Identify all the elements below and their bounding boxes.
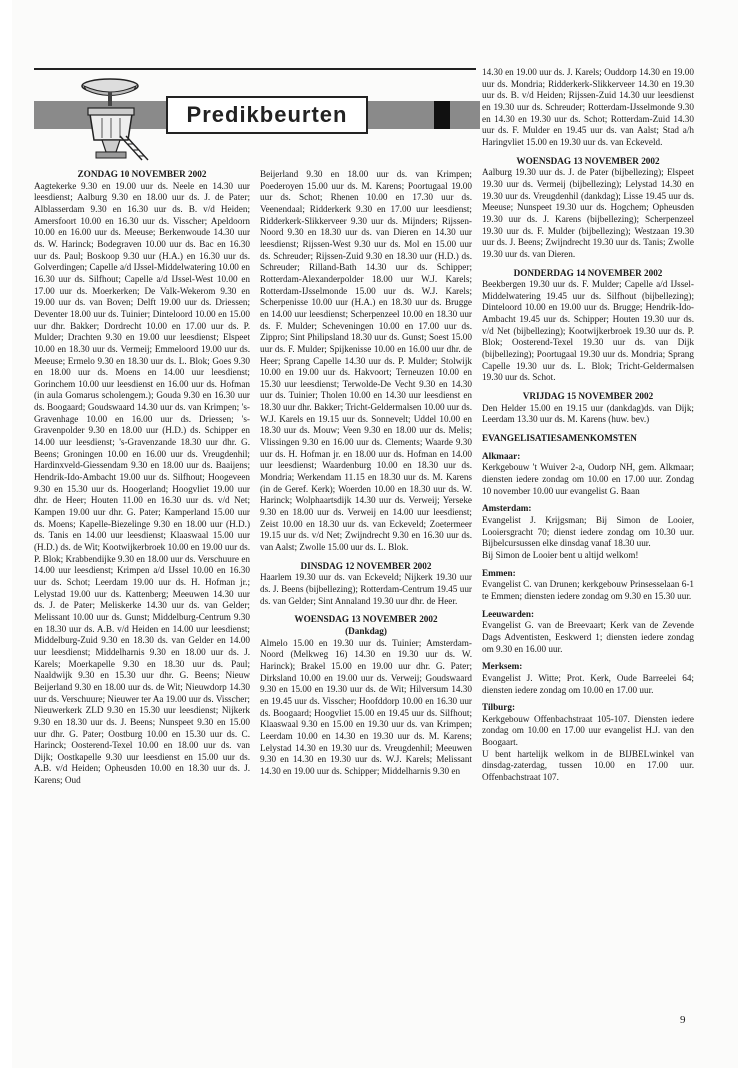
evangelisation-text: Evangelist C. van Drunen; kerkgebouw Prinsesselaan 6-1 te Emmen; diensten iedere zondag om 9.30 en 15.30 uur. <box>482 579 694 601</box>
day-heading: DINSDAG 12 NOVEMBER 2002 <box>300 560 432 571</box>
pulpit-icon <box>76 74 158 164</box>
evangelisation-text: Evangelist J. Krijgsman; Bij Simon de Looier, Looiersgracht 70; dienst iedere zondag om 10.30 uur. Bijbelcursussen elke dinsdag vanaf 18.30 uur. <box>482 514 694 549</box>
evangelisation-text: U bent hartelijk welkom in de BIJBELwinkel van dinsdag-zaterdag, tussen 10.00 en 17.00 uur. Offenbachstraat 107. <box>482 748 694 783</box>
schedule-text: Haarlem 19.30 uur ds. van Eckeveld; Nijkerk 19.30 uur ds. J. Beens (bijbellezing); Rotterdam-Centrum 19.45 uur ds. van Gelder; Sint Annaland 19.30 uur dhr. de Heer. <box>260 572 472 606</box>
evangelisation-text: Bij Simon de Looier bent u altijd welkom! <box>482 549 639 560</box>
day-heading: DONDERDAG 14 NOVEMBER 2002 <box>513 267 663 278</box>
page-edge <box>0 0 12 1068</box>
day-heading: WOENSDAG 13 NOVEMBER 2002 <box>516 155 660 166</box>
city-heading: Leeuwarden: <box>482 608 535 619</box>
schedule-text: Beekbergen 19.30 uur ds. F. Mulder; Capelle a/d IJssel-Middelwatering 19.45 uur ds. Silfhout (bijbellezing); Dinteloord 10.00 en 19.00 uur ds. Brugge; Hendrik-Ido-Ambacht 19.45 uur ds. Schipper; Houten 19.30 uur ds. v/d Net (bijbellezing); Kootwijkerbroek 19.30 uur ds. P. Blok; Oosterend-Texel 19.30 uur ds. van Dijk (bijbellezing); Poortugaal 19.30 uur ds. Mondria; Sprang Capelle 19.30 uur ds. L. Blok; Tricht-Geldermalsen 19.30 uur ds. Schot. <box>482 279 694 383</box>
city-heading: Tilburg: <box>482 702 516 713</box>
day-heading: VRIJDAG 15 NOVEMBER 2002 <box>522 391 654 402</box>
day-subheading: (Dankdag) <box>345 625 387 636</box>
day-heading: ZONDAG 10 NOVEMBER 2002 <box>77 169 207 179</box>
schedule-text: Den Helder 15.00 en 19.15 uur (dankdag)ds. van Dijk; Leerdam 13.30 uur ds. M. Karens (huw. bev.) <box>482 402 694 425</box>
day-heading: WOENSDAG 13 NOVEMBER 2002 <box>294 614 438 625</box>
evangelisation-text: Kerkgebouw 't Wuiver 2-a, Oudorp NH, gem. Alkmaar; diensten iedere zondag om 10.00 en 17.00 uur. Zondag 10 november 10.00 uur evangelist G. Baan <box>482 462 694 496</box>
page-number: 9 <box>680 1014 686 1026</box>
schedule-text: Beijerland 9.30 en 18.00 uur ds. van Krimpen; Poederoyen 15.00 uur ds. M. Karens; Poortugaal 19.00 uur ds. Schot; Rhenen 10.00 en 17.30 uur ds. Veenendaal; Ridderkerk 9.30 en 17.00 uur leesdienst; Ridderkerk-Slikkerveer 9.30 uur ds. Mijnders; Rijssen-Noord 9.30 en 18.30 uur ds. van Dieren en 14.30 uur leesdienst; Rijssen-West 9.30 uur ds. Mol en 15.00 uur ds. Schreuder; Rijssen-Zuid 9.30 en 18.30 uur (H.D.) ds. Schreuder; Rilland-Bath 14.30 uur ds. Schipper; Rotterdam-Alexanderpolder 18.00 uur W.J. Karels; Rotterdam-IJsselmonde 15.00 uur ds. W.J. Karels; Scherpenisse 10.00 uur (H.A.) en 18.30 uur ds. Brugge en 14.00 uur leesdienst; Scherpenzeel 10.00 en 18.30 uur ds. F. Mulder; Scheveningen 10.00 en 17.00 uur ds. Zippro; Sint Philipsland 18.30 uur ds. Gunst; Soest 15.00 uur ds. F. Mulder; Spijkenisse 10.00 en 16.00 uur dhr. de Heer; Sprang Capelle 14.30 uur ds. P. Mulder; Stolwijk 10.00 en 19.00 uur ds. Hakvoort; Terneuzen 10.00 en 15.30 uur leesdienst; Terwolde-De Vecht 9.30 en 14.30 uur ds. Tuinier; Tholen 10.00 en 14.30 uur leesdienst en 18.30 uur dhr. Bakker; Tricht-Geldermalsen 10.00 uur ds. W.J. Karels en 19.15 uur ds. Sonnevelt; Uddel 10.00 en 18.30 uur ds. Mouw; Veen 9.30 en 18.00 uur ds. Melis; Vlissingen 9.30 en 16.00 uur ds. Clements; Waarde 9.30 uur ds. H. Hofman jr. en 18.00 uur ds. Hofman en 14.00 uur leesdienst; Waardenburg 10.00 en 18.30 uur ds. Mondria; Werkendam 11.15 en 18.30 uur ds. M. Karens (in de Geref. Kerk); Woerden 10.00 en 18.30 uur ds. W. Harinck; Wolphaartsdijk 14.30 uur ds. Verweij; Yerseke 9.30 en 18.00 uur ds. Verweij en 14.00 uur leesdienst; Zeist 10.00 en 18.30 uur ds. van Eckeveld; Zoetermeer 19.15 uur ds. v/d Net; Zwijndrecht 9.30 en 16.30 uur ds. van Aalst; Zwolle 15.00 uur ds. L. Blok. <box>260 169 472 552</box>
schedule-text: Almelo 15.00 en 19.30 uur ds. Tuinier; Amsterdam-Noord (Melkweg 16) 14.30 en 19.30 uur ds. W. Harinck); Brakel 15.00 en 19.00 uur dhr. G. Pater; Dirksland 10.00 en 19.00 uur ds. Verweij; Goudswaard 9.30 en 15.00 en 19.30 uur ds. de Wit; Hilversum 14.30 en 19.45 uur ds. Visscher; Hoofddorp 10.00 en 16.30 uur ds. Boogaard; Hoogvliet 15.00 en 19.45 uur ds. Silfhout; Klaaswaal 9.30 en 15.00 en 19.30 uur ds. van Krimpen; Leerdam 10.00 en 14.30 en 19.30 uur ds. M. Karens; Lelystad 14.30 en 19.30 uur ds. Vreugdenhil; Meeuwen 9.30 en 14.30 en 19.30 uur ds. W.J. Karels; Melissant 14.30 en 19.00 uur ds. Schipper; Middelharnis 9.30 en <box>260 637 472 776</box>
page-title: Predikbeurten <box>166 96 368 134</box>
city-heading: Amsterdam: <box>482 503 532 514</box>
city-heading: Emmen: <box>482 567 516 578</box>
banner-end-block <box>434 101 450 129</box>
schedule-text: 14.30 en 19.00 uur ds. J. Karels; Ouddorp 14.30 en 19.00 uur ds. Mondria; Ridderkerk-Slikkerveer 14.30 en 19.30 uur ds. B. v/d Heiden; Rijssen-Zuid 14.30 uur leesdienst en 19.30 uur ds. Schreuder; Rotterdam-IJsselmonde 9.30 en 14.30 en 19.30 uur ds. Schot; Rotterdam-Zuid 14.30 uur ds. F. Mulder en 19.45 uur ds. van Aalst; Stad a/h Haringvliet 15.00 en 19.30 uur ds. van Eckeveld. <box>482 67 694 147</box>
evangelisation-text: Evangelist J. Witte; Prot. Kerk, Oude Barreelei 64; diensten iedere zondag om 10.00 en 17.00 uur. <box>482 672 694 695</box>
city-heading: Merksem: <box>482 661 523 672</box>
column-1 <box>34 169 250 787</box>
schedule-text: Aalburg 19.30 uur ds. J. de Pater (bijbellezing); Elspeet 19.30 uur ds. Vermeij (bijbellezing); Lelystad 14.30 en 19.30 uur ds. Vreugdenhil (dankdag); Lisse 19.45 uur ds. Meeuse; Nunspeet 19.30 uur ds. Hogchem; Opheusden 19.30 uur ds. J. Karens (bijbellezing); Scherpenzeel 19.30 uur ds. F. Mulder (bijbellezing); Westzaan 19.30 uur ds. J. Beens; Zwijndrecht 19.30 uur ds. Tanis; Zwolle 19.30 uur ds. van Dieren. <box>482 167 694 259</box>
header-rule <box>34 68 476 70</box>
section-heading: EVANGELISATIESAMENKOMSTEN <box>482 433 637 444</box>
column-2 <box>260 169 472 777</box>
evangelisation-text: Kerkgebouw Offenbachstraat 105-107. Diensten iedere zondag om 10.00 en 17.00 uur evangelist H.J. van den Boogaart. <box>482 713 694 748</box>
column-3 <box>482 67 694 784</box>
city-heading: Alkmaar: <box>482 450 521 461</box>
schedule-text: Aagtekerke 9.30 en 19.00 uur ds. Neele en 14.30 uur leesdienst; Aalburg 9.30 en 18.00 uur ds. J. de Pater; Alblasserdam 9.30 en 16.30 uur ds. B. v/d Heiden; Amersfoort 10.00 en 16.30 uur ds. Visscher; Apeldoorn 10.00 en 16.00 uur ds. Meeuse; Berkenwoude 14.30 uur ds. W. Harinck; Bodegraven 10.00 uur ds. Bac en 16.30 uur ds. Paul; Boskoop 9.30 uur (H.A.) en 16.30 uur ds. Golverdingen; Capelle a/d IJssel-Middelwatering 10.00 en 16.30 uur ds. Silfhout; Capelle a/d IJssel-West 10.00 en 17.00 uur ds. Moerkerken; De Valk-Wekerom 9.30 en 19.00 uur ds. van Boven; Delft 19.00 uur ds. Driessen; Deventer 18.00 uur ds. Tuinier; Dinteloord 10.00 en 15.00 uur dhr. Bakker; Dordrecht 10.00 en 17.00 uur ds. P. Mulder; Drachten 9.30 en 19.00 uur leesdienst; Elspeet 10.00 en 18.30 uur ds. Vermeij; Emmeloord 19.00 uur ds. Meeuse; Ermelo 9.30 en 18.30 uur ds. L. Blok; Goes 9.30 en 18.00 uur ds. Moens en 14.00 uur leesdienst; Gorinchem 10.00 uur leesdienst en 16.00 uur ds. Hofman (in aula Gomarus scholengem.); Gouda 9.30 en 16.30 uur ds. Boogaard; Goudswaard 14.30 uur ds. van Krimpen; 's-Gravenhage 10.00 en 16.00 uur ds. Driessen; 's-Gravenpolder 9.30 en 18.00 uur (H.D.) ds. Schipper en 14.00 uur leesdienst; 's-Gravenzande 18.30 uur dhr. G. Beens; Groningen 10.00 en 16.00 uur ds. Vreugdenhil; Hardinxveld-Giessendam 9.30 en 18.00 uur ds. Baaijens; Hendrik-Ido-Ambacht 19.00 uur ds. Silfhout; Hoogeveen 9.30 en 15.30 uur ds. Hoogerland; Hoogvliet 19.00 uur dhr. de Heer; Houten 11.00 en 16.30 uur ds. v/d Net; Kampen 19.00 uur dhr. G. Pater; Kamperland 15.00 uur ds. Moens; Kapelle-Biezelinge 9.30 en 18.00 uur (H.D.) ds. Tanis en 14.00 uur leesdienst; Klaaswaal 15.00 uur (H.D.) ds. de Wit; Kootwijkerbroek 10.00 en 19.00 uur ds. P. Blok; Krabbendijke 9.30 en 18.00 uur ds. Verschuure en 14.00 uur leesdienst; Krimpen a/d IJssel 10.00 en 16.30 uur ds. Schot; Leerdam 19.00 uur ds. H. Hofman jr.; Lelystad 19.00 uur ds. Kattenberg; Meeuwen 14.30 uur ds. J. de Pater; Meliskerke 14.30 uur ds. van Gelder; Melissant 10.00 uur ds. Gunst; Middelburg-Centrum 9.30 en 18.30 uur ds. A.B. v/d Heiden en 14.00 uur leesdienst; Middelburg-Zuid 9.30 en 18.30 ds. van Gelder en 14.00 uur leesdienst; Middelharnis 9.30 en 18.00 uur ds. J. Karels; Moerkapelle 9.30 en 18.30 uur ds. Paul; Naaldwijk 9.30 en 15.30 uur dhr. G. Beens; Nieuw Beijerland 9.30 en 18.00 uur ds. de Wit; Nieuwdorp 14.30 uur ds. Verschuure; Nieuwer ter Aa 19.00 uur ds. Visscher; Nieuwerkerk ZLD 9.30 en 15.30 uur leesdienst; Nijkerk 9.30 en 18.30 uur ds. J. Beens; Nunspeet 9.30 en 15.00 uur dhr. G. Pater; Oostburg 10.00 en 15.30 uur ds. C. Harinck; Oosterend-Texel 10.00 en 18.00 uur ds. van Dijk; Oostkapelle 9.30 uur leesdienst en 15.00 uur ds. A.B. v/d Heiden; Opheusden 10.00 en 18.30 uur ds. J. Karens; Oud <box>34 180 250 786</box>
evangelisation-text: Evangelist G. van de Breevaart; Kerk van de Zevende Dags Adventisten, Eeskwerd 1; diensten iedere zondag om 9.30 en 16.00 uur. <box>482 620 694 654</box>
